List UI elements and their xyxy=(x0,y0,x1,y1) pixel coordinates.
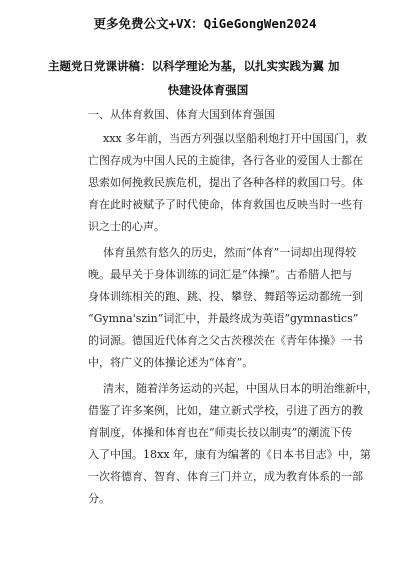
paragraph-line: 身体训练相关的跑、跳、投、攀登、舞蹈等运动都统一到 xyxy=(88,290,363,303)
document-title xyxy=(48,54,368,102)
paragraph-line: 分。 xyxy=(88,492,110,505)
paragraph-line: “Gymna'szin”词汇中，并最终成为英语“gymnastics” xyxy=(88,312,359,325)
header-promo-text: 更多免费公文+VX：QiGeGongWen2024 xyxy=(93,16,317,31)
paragraph-line: 清末，随着洋务运动的兴起，中国从日本的明治维新中， xyxy=(103,382,378,395)
paragraph-line: 体育虽然有悠久的历史，然而“体育”一词却出现得较 xyxy=(103,246,357,259)
paragraph-line: 入了中国。18xx 年，康有为编著的《日本书目志》中，第 xyxy=(88,448,371,461)
paragraph-line: 育制度，体操和体育也在“师夷长技以制夷”的潮流下传 xyxy=(88,426,353,439)
paragraph-line: 中，将广义的体操论述为“体育”。 xyxy=(88,356,254,369)
paragraph-line: 的词源。德国近代体育之父古茨穆茨在《青年体操》一书 xyxy=(88,334,363,347)
paragraph-line: 晚。最早关于身体训练的词汇是“体操”。古希腊人把与 xyxy=(88,268,353,281)
section-heading: 一、从体育救国、体育大国到体育强国 xyxy=(88,108,275,121)
paragraph-line: xxx 多年前，当西方列强以坚船利炮打开中国国门，救 xyxy=(103,132,368,145)
paragraph-line: 育在此时被赋予了时代使命，体育救国也反映当时一些有 xyxy=(88,198,363,211)
paragraph-line: 识之士的心声。 xyxy=(88,220,165,233)
title-line-1: 主题党日党课讲稿：以科学理论为基，以扎实实践为翼 加 xyxy=(48,59,340,73)
paragraph-line: 思索如何挽救民族危机，提出了各种各样的救国口号。体 xyxy=(88,176,363,189)
paragraph-line: 一次将德育、智育、体育三门并立，成为教育体系的一部 xyxy=(88,470,363,483)
paragraph-line: 借鉴了许多案例，比如，建立新式学校，引进了西方的教 xyxy=(88,404,363,417)
paragraph-line: 亡图存成为中国人民的主旋律，各行各业的爱国人士都在 xyxy=(88,154,363,167)
title-line-2: 快建设体育强国 xyxy=(167,83,249,97)
